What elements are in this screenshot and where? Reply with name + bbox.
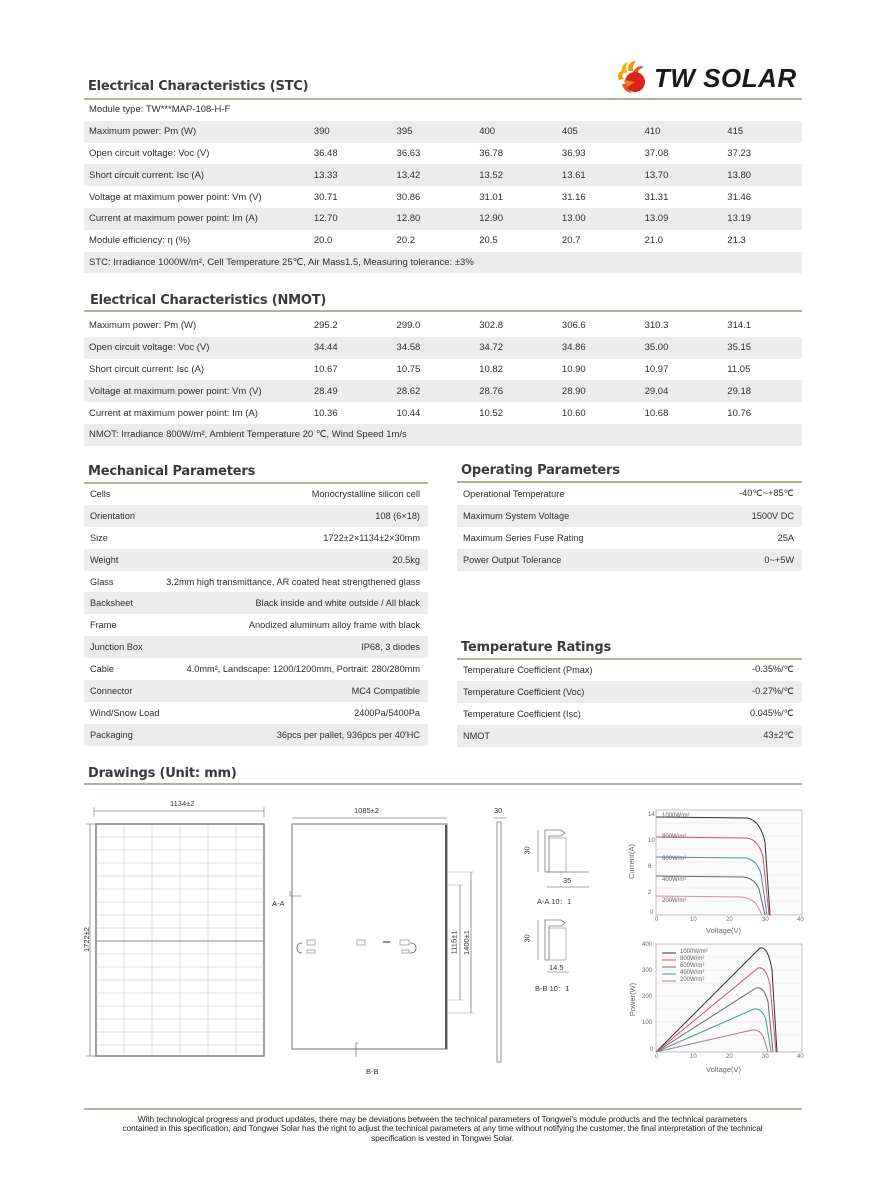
- section-aa-width: 35: [563, 876, 572, 885]
- row-label: Current at maximum power point: Im (A): [89, 407, 258, 419]
- param-label: Cable: [90, 664, 115, 675]
- param-value: 25A: [777, 532, 794, 543]
- param-label: Temperature Coefficient (Pmax): [463, 664, 593, 675]
- cell: 29.18: [719, 380, 802, 402]
- table-row: [84, 208, 802, 230]
- cell: 10.44: [396, 407, 421, 419]
- table-row: [84, 658, 428, 680]
- param-value: 0~+5W: [687, 549, 802, 571]
- sun-flame-logo-icon: [616, 60, 650, 96]
- table-row: [457, 681, 802, 703]
- param-value: Black inside and white outside / All black: [161, 592, 428, 614]
- cell: 13.00: [554, 208, 637, 230]
- cell: 34.44: [306, 337, 389, 359]
- cell: 37.23: [727, 147, 752, 159]
- param-label: Frame: [90, 620, 117, 631]
- cell: 21.0: [644, 235, 664, 247]
- param-label: Weight: [84, 549, 161, 571]
- cell: 13.19: [719, 208, 802, 230]
- param-value: Monocrystalline silicon cell: [311, 488, 420, 499]
- table-row: [84, 315, 802, 337]
- cell: 20.2: [396, 235, 416, 247]
- y-tick: 6: [648, 864, 652, 870]
- cell: 13.80: [719, 164, 802, 186]
- cell: 36.63: [396, 147, 421, 159]
- y-tick: 0: [650, 1047, 654, 1053]
- table-row: [457, 527, 802, 549]
- param-label: Orientation: [84, 505, 161, 527]
- param-label: Packaging: [84, 724, 161, 746]
- mount-dim-b: 1400±1: [461, 930, 471, 955]
- param-label: Backsheet: [84, 592, 161, 614]
- section-a-label: A-A: [272, 899, 285, 908]
- cell: 28.62: [389, 380, 472, 402]
- table-row: [457, 725, 802, 747]
- cell: 34.58: [389, 337, 472, 359]
- cell: 10.60: [561, 407, 586, 419]
- section-bb-height: 30: [522, 934, 532, 943]
- table-row: [84, 549, 428, 571]
- x-tick: 30: [762, 917, 769, 923]
- module-type: Module type: TW***MAP-108-H-F: [89, 104, 231, 116]
- table-row: [457, 505, 802, 527]
- param-label: Maximum System Voltage: [457, 505, 687, 527]
- cell: 13.70: [637, 164, 720, 186]
- row-label: Short circuit current: Isc (A): [89, 363, 205, 375]
- table-row: [457, 659, 802, 681]
- param-label: Cells: [90, 488, 111, 499]
- cell: 34.72: [471, 337, 554, 359]
- temperature-table: [457, 659, 802, 747]
- table-row: [84, 230, 802, 252]
- param-value: 43±2℃: [706, 725, 802, 747]
- param-label: NMOT: [457, 725, 706, 747]
- logo-text: TW SOLAR: [654, 63, 797, 93]
- section-b-label: B-B: [366, 1067, 379, 1076]
- cell: 13.61: [554, 164, 637, 186]
- nmot-note: NMOT: Irradiance 800W/m², Ambient Temperature 20 ℃, Wind Speed 1m/s: [84, 424, 802, 446]
- param-value: Anodized aluminum alloy frame with black: [248, 620, 420, 631]
- cell: 30.71: [313, 191, 338, 203]
- cell: 34.86: [554, 337, 637, 359]
- table-row: [84, 143, 802, 165]
- nmot-title: Electrical Characteristics (NMOT): [90, 293, 327, 308]
- x-tick: 10: [690, 1054, 697, 1060]
- table-row: [84, 359, 802, 381]
- pv-legend-200: 200W/m²: [680, 977, 705, 983]
- param-value: 4.0mm², Landscape: 1200/1200mm, Portrait: 280/280mm: [186, 664, 420, 675]
- cell: 28.49: [306, 380, 389, 402]
- cell: 21.3: [727, 235, 746, 247]
- iv-legend-400: 400W/m²: [662, 877, 687, 883]
- param-value: 3.2mm high transmittance, AR coated heat strengthened glass: [166, 576, 420, 587]
- table-row: [84, 571, 428, 593]
- param-value: 0.045%/℃: [749, 708, 794, 719]
- param-value: -0.35%/℃: [752, 664, 794, 675]
- x-tick: 30: [762, 1054, 769, 1060]
- cell: 400: [471, 121, 554, 143]
- row-label: Voltage at maximum power point: Vm (V): [89, 191, 262, 203]
- thickness-dim: 30: [494, 806, 503, 815]
- iv-legend-800: 800W/m²: [662, 834, 687, 840]
- row-label: Maximum power: Pm (W): [89, 320, 197, 332]
- cell: 405: [554, 121, 637, 143]
- table-row: [84, 527, 428, 549]
- cell: 31.46: [727, 191, 752, 203]
- cell: 35.15: [719, 337, 802, 359]
- table-row: [457, 549, 802, 571]
- cell: 31.16: [561, 191, 586, 203]
- front-height-dim: 1722±2: [81, 927, 91, 952]
- table-row: [84, 680, 428, 702]
- pv-curve-chart: [622, 940, 808, 1080]
- cell: 10.75: [396, 363, 421, 375]
- param-value: 2400Pa/5400Pa: [354, 707, 420, 718]
- back-view-drawing: [270, 795, 480, 1085]
- table-row: [84, 164, 802, 186]
- cell: 10.36: [313, 407, 338, 419]
- x-tick: 0: [655, 917, 659, 923]
- table-row: [457, 703, 802, 725]
- pv-legend-400: 400W/m²: [680, 970, 705, 976]
- mechanical-title: Mechanical Parameters: [88, 464, 256, 479]
- iv-legend-200: 200W/m²: [662, 898, 687, 904]
- back-width-dim: 1085±2: [354, 806, 379, 815]
- table-row: [84, 121, 802, 143]
- cell: 13.42: [389, 164, 472, 186]
- front-view-drawing: [81, 795, 274, 1065]
- param-value: 1722±2×1134±2×30mm: [323, 532, 420, 543]
- cell: 295.2: [313, 320, 338, 332]
- param-value: IP68, 3 diodes: [161, 636, 428, 658]
- param-label: Glass: [90, 576, 114, 587]
- cell: 306.6: [561, 320, 586, 332]
- table-row: [84, 483, 428, 505]
- pv-legend-600: 600W/m²: [680, 963, 705, 969]
- nmot-table: [84, 315, 802, 446]
- table-row: [84, 724, 428, 746]
- cell: 30.86: [396, 191, 421, 203]
- operating-title: Operating Parameters: [461, 463, 620, 478]
- panel-front-grid-icon: [81, 795, 274, 1065]
- cell: 395: [389, 121, 472, 143]
- stc-note: STC: Irradiance 1000W/m², Cell Temperature 25℃, Air Mass1.5, Measuring tolerance: ±3%: [84, 252, 802, 274]
- y-tick: 14: [648, 812, 655, 818]
- tw-solar-logo: [616, 60, 806, 96]
- cell: 28.90: [554, 380, 637, 402]
- table-row: [84, 380, 802, 402]
- section-aa-label: A-A 10：1: [537, 897, 572, 906]
- param-label: Temperature Coefficient (Isc): [463, 708, 581, 719]
- mount-dim-a: 1115±1: [449, 930, 459, 955]
- x-tick: 10: [690, 917, 697, 923]
- row-label: Module efficiency: η (%): [89, 235, 191, 247]
- param-value: 108 (6×18): [161, 505, 428, 527]
- param-label: Operational Temperature: [463, 488, 565, 499]
- footer-disclaimer: With technological progress and product updates, there may be deviations between the technical parameters of Tongwei's module products and the technical parameters contained in this specification, and Tongwei Solar has the right to adjust the technical parameters at any time without notifying the customer, the final interpretation of the technical specification is vested in Tongwei Solar.: [122, 1114, 763, 1143]
- x-tick: 40: [797, 1054, 804, 1060]
- cell: 410: [637, 121, 720, 143]
- iv-xlabel: Voltage(V): [706, 926, 742, 935]
- cell: 10.67: [313, 363, 338, 375]
- x-tick: 40: [797, 917, 804, 923]
- row-label: Open circuit voltage: Voc (V): [84, 337, 306, 359]
- y-tick: 0: [650, 910, 654, 916]
- cell: 13.09: [637, 208, 720, 230]
- param-label: Junction Box: [84, 636, 161, 658]
- nmot-title-rule: [84, 310, 802, 312]
- cell: 36.78: [479, 147, 503, 159]
- row-label: Open circuit voltage: Voc (V): [89, 147, 210, 159]
- param-value: -0.27%/℃: [706, 681, 802, 703]
- param-value: 20.5kg: [161, 549, 428, 571]
- cell: 36.93: [561, 147, 586, 159]
- operating-table: [457, 483, 802, 571]
- x-tick: 20: [726, 917, 733, 923]
- cell: 13.33: [306, 164, 389, 186]
- cell: 12.90: [471, 208, 554, 230]
- cell: 10.90: [561, 363, 586, 375]
- stc-table: [84, 99, 802, 273]
- cell: 390: [306, 121, 389, 143]
- cell: 10.68: [644, 407, 669, 419]
- pv-ylabel: Power(W): [628, 982, 638, 1017]
- cell: 10.52: [479, 407, 503, 419]
- cell: 10.97: [644, 363, 669, 375]
- y-tick: 300: [642, 968, 653, 974]
- front-width-dim: 1134±2: [170, 799, 195, 808]
- x-tick: 20: [726, 1054, 733, 1060]
- param-label: Size: [90, 532, 108, 543]
- cell: 28.76: [471, 380, 554, 402]
- cell: 29.04: [637, 380, 720, 402]
- table-row: [457, 483, 802, 505]
- section-aa-height: 30: [522, 846, 532, 855]
- y-tick: 400: [642, 942, 653, 948]
- temperature-title: Temperature Ratings: [461, 640, 611, 655]
- table-row: [84, 702, 428, 724]
- cell: 310.3: [644, 320, 669, 332]
- param-value: MC4 Compatible: [161, 680, 428, 702]
- footer-rule: [84, 1108, 802, 1110]
- stc-note-row: [84, 252, 802, 274]
- cell: 35.00: [637, 337, 720, 359]
- mechanical-table: [84, 483, 428, 746]
- nmot-note-row: [84, 424, 802, 446]
- pv-curve-plot: [622, 940, 808, 1080]
- cell: 12.70: [306, 208, 389, 230]
- param-label: Maximum Series Fuse Rating: [463, 532, 584, 543]
- cell: 12.80: [389, 208, 472, 230]
- pv-legend-1000: 1000W/m²: [680, 949, 708, 955]
- table-row: [84, 592, 428, 614]
- table-row: [84, 636, 428, 658]
- stc-title: Electrical Characteristics (STC): [88, 79, 309, 94]
- iv-legend-600: 600W/m²: [662, 856, 687, 862]
- iv-curve-plot: [622, 802, 808, 938]
- cell: 299.0: [396, 320, 421, 332]
- cell: 31.01: [479, 191, 503, 203]
- y-tick: 100: [642, 1020, 653, 1026]
- iv-ylabel: Current(A): [627, 843, 637, 880]
- table-row: [84, 505, 428, 527]
- row-label: Voltage at maximum power point: Vm (V): [84, 380, 306, 402]
- drawings-title-rule: [84, 783, 802, 785]
- param-label: Power Output Tolerance: [457, 549, 687, 571]
- cell: 36.48: [313, 147, 338, 159]
- section-bb-label: B-B 10：1: [535, 984, 570, 993]
- table-row: [84, 186, 802, 208]
- row-label: Current at maximum power point: Im (A): [84, 208, 306, 230]
- param-value: -40℃~+85℃: [739, 488, 794, 499]
- param-value: 36pcs per pallet, 936pcs per 40'HC: [161, 724, 428, 746]
- cell: 10.82: [479, 363, 503, 375]
- cell: 11.05: [727, 363, 751, 375]
- cell: 10.76: [727, 407, 752, 419]
- row-label: Short circuit current: Isc (A): [84, 164, 306, 186]
- y-tick: 2: [648, 890, 652, 896]
- row-label: Maximum power: Pm (W): [84, 121, 306, 143]
- y-tick: 10: [648, 838, 655, 844]
- table-row: [84, 614, 428, 636]
- cell: 20.0: [313, 235, 333, 247]
- frame-profile-icon: [485, 800, 605, 1070]
- param-value: 1500V DC: [687, 505, 802, 527]
- cell: 20.5: [479, 235, 498, 247]
- y-tick: 200: [642, 994, 653, 1000]
- table-row: [84, 402, 802, 424]
- table-row: [84, 337, 802, 359]
- cell: 314.1: [727, 320, 752, 332]
- module-type-row: [84, 99, 802, 121]
- side-view-drawing: [485, 800, 605, 1070]
- pv-legend-800: 800W/m²: [680, 956, 705, 962]
- x-tick: 0: [655, 1054, 659, 1060]
- cell: 31.31: [644, 191, 669, 203]
- iv-curve-chart: [622, 802, 808, 938]
- section-bb-width: 14.5: [549, 963, 564, 972]
- drawings-title: Drawings (Unit: mm): [88, 766, 237, 781]
- cell: 13.52: [471, 164, 554, 186]
- param-label: Wind/Snow Load: [90, 707, 160, 718]
- pv-xlabel: Voltage(V): [706, 1065, 742, 1074]
- cell: 37.08: [644, 147, 669, 159]
- cell: 20.7: [561, 235, 581, 247]
- param-label: Temperature Coefficient (Voc): [457, 681, 706, 703]
- iv-legend-1000: 1000W/m²: [662, 813, 690, 819]
- cell: 302.8: [479, 320, 503, 332]
- cell: 415: [719, 121, 802, 143]
- param-label: Connector: [84, 680, 161, 702]
